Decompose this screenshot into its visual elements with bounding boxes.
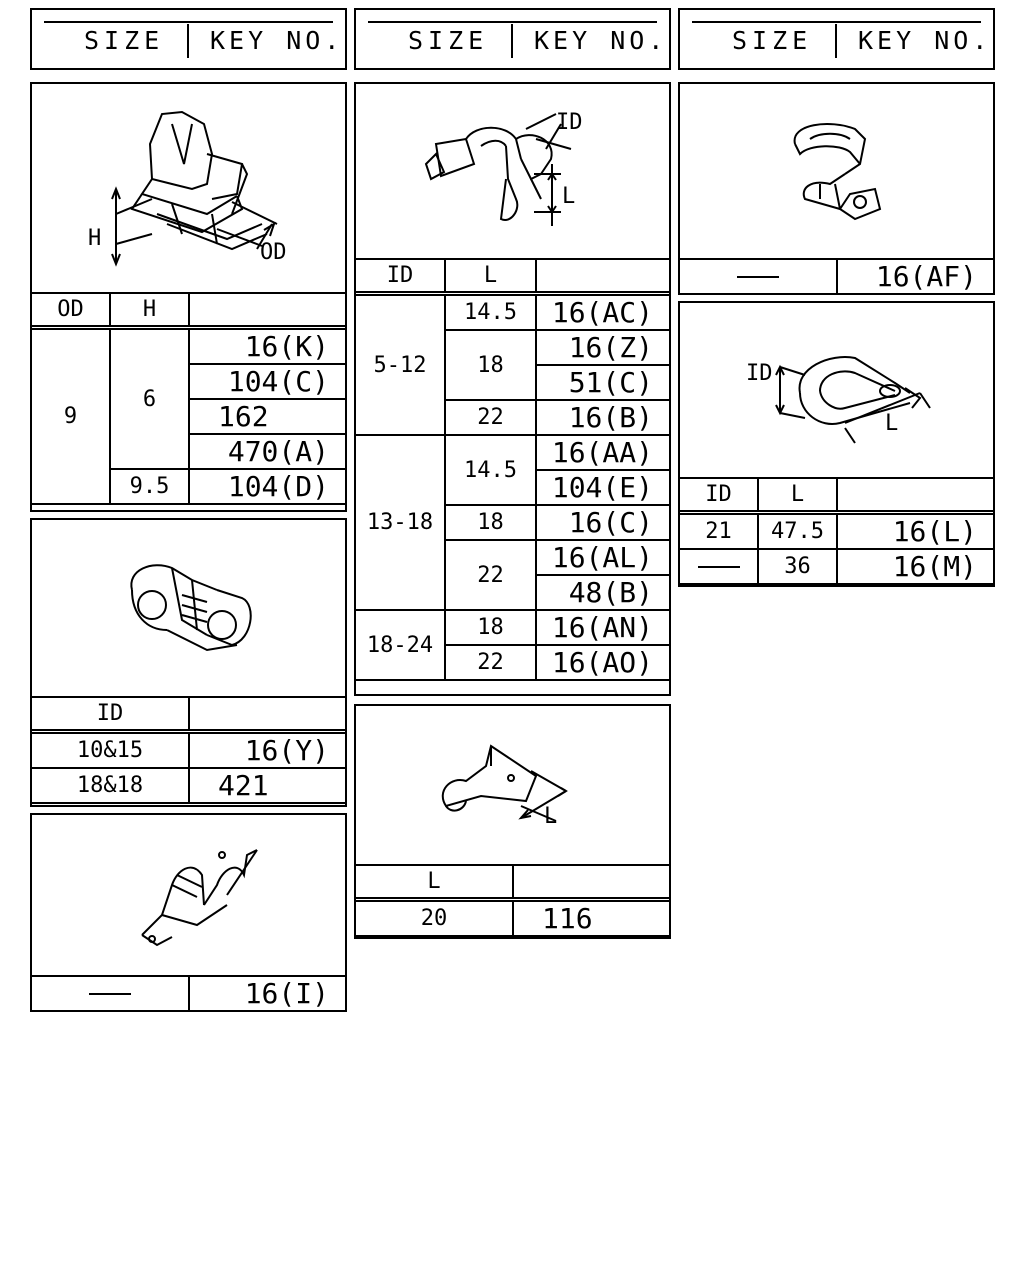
id-value-cell: 10&15 xyxy=(31,732,189,769)
id-column-header: ID xyxy=(355,259,445,294)
key-number-cell: 104(E) xyxy=(536,470,670,505)
push-clip-drawing xyxy=(32,84,345,294)
key-number-cell: 16(AO) xyxy=(536,645,670,680)
key-number-cell: 16(AL) xyxy=(536,540,670,575)
key-no-header: KEY NO. xyxy=(210,26,344,55)
l-value-cell: 18 xyxy=(445,505,536,540)
h-column-header: H xyxy=(110,293,189,328)
flat-bracket-table xyxy=(354,864,671,937)
loop-clamp-drawing xyxy=(680,303,993,479)
l-value-cell: 18 xyxy=(445,330,536,400)
panel-bracket-clamp xyxy=(30,813,347,1012)
size-header: SIZE xyxy=(408,26,489,55)
id-value-cell: 18-24 xyxy=(355,610,445,680)
key-number-cell: 16(AA) xyxy=(536,435,670,470)
key-number-cell: 16(AF) xyxy=(837,259,994,294)
l-column-header: L xyxy=(758,478,837,513)
panel-loop-clamp xyxy=(678,301,995,587)
l-value-cell: 47.5 xyxy=(758,513,837,550)
l-value-cell: 14.5 xyxy=(445,294,536,331)
od-value-cell: 9 xyxy=(31,328,110,505)
clip-size-table xyxy=(30,292,347,505)
pipe-clip-table xyxy=(678,258,995,295)
l-value-cell: 14.5 xyxy=(445,435,536,505)
l-value-cell: 18 xyxy=(445,610,536,645)
key-number-cell: 104(C) xyxy=(189,364,346,399)
key-number-cell: 16(B) xyxy=(536,400,670,435)
key-number-cell: 16(M) xyxy=(837,549,994,584)
l-value-cell: 20 xyxy=(355,900,513,937)
l-dimension-label: L xyxy=(562,184,576,209)
key-number-cell: 470(A) xyxy=(189,434,346,469)
od-column-header: OD xyxy=(31,293,110,328)
l-value-cell: 22 xyxy=(445,400,536,435)
clamp-id-table xyxy=(30,696,347,804)
key-number-cell: 16(I) xyxy=(189,976,346,1011)
id-dimension-label: ID xyxy=(556,110,583,135)
panel-pipe-clip xyxy=(678,82,995,295)
key-number-cell: 51(C) xyxy=(536,365,670,400)
empty-size-cell xyxy=(31,976,189,1011)
loop-clamp-table xyxy=(678,477,995,585)
key-number-cell: 48(B) xyxy=(536,575,670,610)
size-header: SIZE xyxy=(732,26,813,55)
double-clamp-drawing xyxy=(32,520,345,696)
key-number-cell: 116 xyxy=(513,900,670,937)
key-number-cell: 16(AC) xyxy=(536,294,670,331)
l-value-cell: 22 xyxy=(445,645,536,680)
size-header: SIZE xyxy=(84,26,165,55)
key-number-cell: 421 xyxy=(189,768,346,803)
l-column-header: L xyxy=(355,865,513,900)
key-no-header: KEY NO. xyxy=(858,26,992,55)
id-column-header: ID xyxy=(679,478,758,513)
panel-clip-od-h xyxy=(30,82,347,512)
panel-flat-bracket xyxy=(354,704,671,939)
pipe-clip-af-drawing xyxy=(680,84,993,260)
flat-bracket-drawing xyxy=(356,706,669,866)
header-box-middle xyxy=(354,8,671,70)
id-column-header: ID xyxy=(31,697,189,732)
l-column-header: L xyxy=(445,259,536,294)
id-value-cell: 21 xyxy=(679,513,758,550)
header-box-left xyxy=(30,8,347,70)
id-value-cell: 5-12 xyxy=(355,294,445,436)
key-number-cell: 16(Z) xyxy=(536,330,670,365)
id-value-cell: 18&18 xyxy=(31,768,189,803)
key-no-header: KEY NO. xyxy=(534,26,668,55)
pipe-clip-drawing xyxy=(356,84,669,260)
bracket-clamp-drawing xyxy=(32,815,345,975)
l-dimension-label: L xyxy=(544,804,558,829)
empty-size-cell xyxy=(679,549,758,584)
l-value-cell: 22 xyxy=(445,540,536,610)
key-number-cell: 16(L) xyxy=(837,513,994,550)
id-value-cell: 13-18 xyxy=(355,435,445,610)
panel-clip-id-l xyxy=(354,82,671,696)
l-dimension-label: L xyxy=(885,411,899,436)
id-dimension-label: ID xyxy=(746,361,773,386)
header-box-right xyxy=(678,8,995,70)
key-number-cell: 16(AN) xyxy=(536,610,670,645)
clip-id-l-table xyxy=(354,258,671,681)
od-dimension-label: OD xyxy=(260,240,287,265)
panel-double-clamp xyxy=(30,518,347,807)
h-value-cell: 6 xyxy=(110,328,189,470)
bracket-key-table xyxy=(30,975,347,1012)
empty-size-cell xyxy=(679,259,837,294)
h-value-cell: 9.5 xyxy=(110,469,189,504)
key-number-cell: 162 xyxy=(189,399,346,434)
key-number-cell: 16(K) xyxy=(189,328,346,365)
h-dimension-label: H xyxy=(88,226,102,251)
l-value-cell: 36 xyxy=(758,549,837,584)
key-number-cell: 16(C) xyxy=(536,505,670,540)
key-number-cell: 104(D) xyxy=(189,469,346,504)
key-number-cell: 16(Y) xyxy=(189,732,346,769)
